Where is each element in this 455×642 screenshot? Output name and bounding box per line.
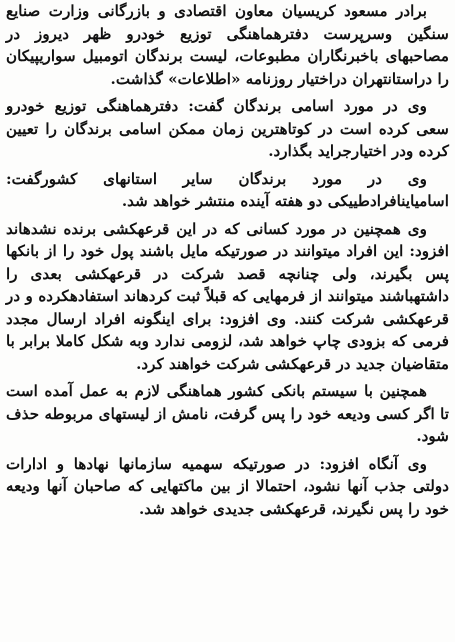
paragraph-other-provinces: وی در مورد برندگان سایر استانهای کشورگفت: اسامیاینافرادطییکی دو هفته آینده منتشر خواهد شد. <box>6 169 449 210</box>
paragraph-names-announcement: وی در مورد اسامی برندگان گفت: دفترهماهنگی توزیع خودرو سعی کرده است در کوتاهترین زمان ممکن اسامی برندگان را تعیین کرده ودر اختیارجراید بگذارد. <box>6 97 449 160</box>
article-column <box>6 0 449 520</box>
paragraph-non-winners: وی همچنین در مورد کسانی که در این قرعهکشی برنده نشدهاند افزود: این افراد میتوانند در صورتیکه مایل باشند پول خود را از بانکها پس بگیرند، ولی چنانچه قصد شرکت در قرعهکشی بعدی را داشتهباشند میتوانند از فرمهایی که قبلاً ثبت کردهاند استفادهکرده و در قرعهکشی شرکت کنند. وی افزود: برای اینگونه افراد ارسال مجدد فرمی که بزودی چاپ خواهد شد، لزومی ندارد وبه شکل کاملا برابر با متقاضیان جدید در قرعهکشی شرکت خواهند کرد. <box>6 219 449 373</box>
paragraph-new-lottery: وی آنگاه افزود: در صورتیکه سهمیه سازمانها نهادها و ادارات دولتی جذب آنها نشود، احتمالا از بین ماکتهایی که صاحبان آنها ودیعه خود را پس نگیرند، قرعهکشی جدیدی خواهد شد. <box>6 454 449 518</box>
paragraph-bank-coordination: همچنین با سیستم بانکی کشور هماهنگی لازم به عمل آمده است تا اگر کسی ودیعه خود را پس گرفت، نامش از لیستهای مربوطه حذف شود. <box>6 382 449 445</box>
paragraph-intro: برادر مسعود کریسیان معاون اقتصادی و بازرگانی وزارت صنایع سنگین وسرپرست دفترهماهنگی توزیع خودرو ظهر دیروز در مصاحبهای باخبرنگاران مطبوعات، لیست برندگان اتومبیل سواریپیکان را دراستانتهران دراختیار روزنامه «اطلاعات» گذاشت. <box>6 2 449 88</box>
